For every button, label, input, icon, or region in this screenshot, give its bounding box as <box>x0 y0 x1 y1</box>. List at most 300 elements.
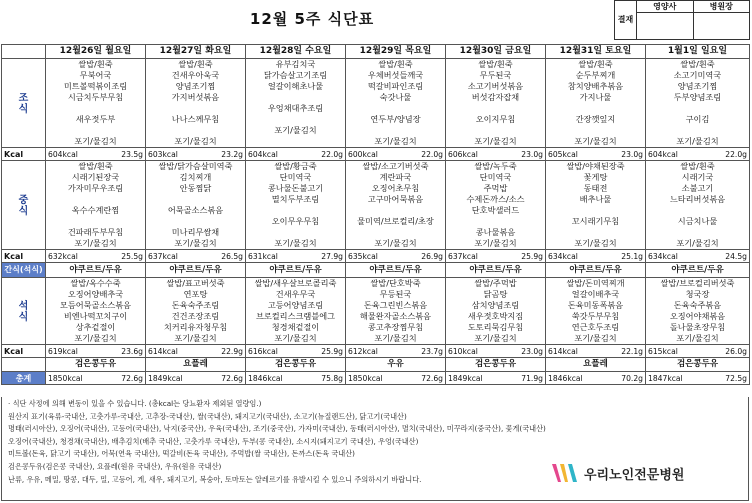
dinner-label <box>2 278 46 345</box>
dish-item: 포기/물김치 <box>574 136 617 146</box>
dish-item: 포기/물김치 <box>274 238 317 248</box>
kcal-cell <box>346 148 446 161</box>
dish-item: 닭곰탕 <box>483 289 508 299</box>
corner-cell <box>2 45 46 59</box>
kcal-cell <box>46 148 146 161</box>
dish-item: 포기/물김치 <box>74 136 117 146</box>
total_kcal-label: 총계 <box>2 372 46 385</box>
breakfast-row <box>2 59 750 148</box>
hospital-logo <box>550 460 746 486</box>
dish-item: 김치찌개 <box>179 172 212 182</box>
dish-item: 우체버섯들깨국 <box>367 70 424 80</box>
day-header: 12월28일 수요일 <box>246 45 346 59</box>
dish-item <box>446 125 545 136</box>
breakfast-menu-cell <box>346 59 446 148</box>
dish-item <box>646 125 749 136</box>
protein-value: 23.7g <box>421 346 443 356</box>
kcal-value: 610kcal <box>448 346 478 356</box>
dish-item <box>246 136 345 147</box>
label-char: 조 <box>18 93 29 104</box>
kcal-value: 606kcal <box>448 149 478 159</box>
kcal-cell <box>46 345 146 358</box>
dish-item <box>646 227 749 238</box>
dish-item: 포기/물김치 <box>574 238 617 248</box>
dessert-cell: 검은콩두유 <box>46 358 146 372</box>
dish-item: 오이지무침 <box>475 114 516 124</box>
dish-item: 쌀밥/새우살브로콜리죽 <box>254 278 337 288</box>
dish-item: 닭가슴살고기조림 <box>263 70 328 80</box>
protein-value: 75.8g <box>321 373 343 383</box>
protein-value: 24.5g <box>725 251 747 261</box>
dish-item <box>146 125 245 136</box>
kcal-cell <box>46 372 146 385</box>
dish-item: 간장깻잎지 <box>575 114 616 124</box>
kcal-value: 1846kcal <box>548 373 583 383</box>
snack-cell: 야쿠르트/두유 <box>346 263 446 278</box>
dish-item <box>346 125 445 136</box>
note-line: 미트볼(돈육, 닭고기 국내산), 어묵(연육 국내산), 떡갈비(돈육 국내산), 주먹밥(쌀 국내산), 돈까스(돈육 국내산) <box>8 449 355 459</box>
dish-item <box>546 205 645 216</box>
label-char: 석 <box>18 301 29 312</box>
dish-item: 쌀밥/흰죽 <box>680 161 715 171</box>
breakfast-menu-cell <box>446 59 546 148</box>
dish-item: 단호박샐러드 <box>471 205 520 215</box>
dinner-menu-cell <box>446 278 546 345</box>
kcal-value: 634kcal <box>648 251 678 261</box>
dish-item: 쌀밥/흰죽 <box>178 59 213 69</box>
kcal-cell <box>246 345 346 358</box>
page-title: 12월 5주 식단표 <box>249 10 375 28</box>
protein-value: 23.2g <box>221 149 243 159</box>
kcal-value: 615kcal <box>648 346 678 356</box>
protein-value: 22.0g <box>421 149 443 159</box>
dish-item: 건새우아욱국 <box>171 70 220 80</box>
breakfast-label <box>2 59 46 148</box>
dessert-cell: 검은콩두유 <box>446 358 546 372</box>
dish-item: 수제돈까스/소스 <box>466 194 525 204</box>
dish-item: 포기/물김치 <box>274 125 317 135</box>
dish-item: 새우젓두부 <box>75 114 116 124</box>
protein-value: 26.0g <box>725 346 747 356</box>
dish-item: 돈육미동폭볶음 <box>567 300 624 310</box>
dish-item: 유부김치국 <box>275 59 316 69</box>
dish-item: 우엉채대추조림 <box>267 103 324 113</box>
kcal-cell <box>346 250 446 263</box>
dish-item: 동태전 <box>583 183 608 193</box>
breakfast_kcal-row <box>2 148 750 161</box>
dish-item: 무북어국 <box>79 70 112 80</box>
lunch-menu-cell <box>346 161 446 250</box>
dish-item: 무등된국 <box>379 289 412 299</box>
kcal-value: 1850kcal <box>348 373 383 383</box>
dish-item <box>46 125 145 136</box>
dish-item: 오징어양배추국 <box>67 289 124 299</box>
kcal-cell <box>546 250 646 263</box>
dish-item <box>346 205 445 216</box>
kcal-cell <box>146 250 246 263</box>
protein-value: 22.1g <box>621 346 643 356</box>
dish-item: 시금치나물 <box>677 216 718 226</box>
kcal-value: 1850kcal <box>48 373 83 383</box>
approval-box <box>614 0 750 40</box>
kcal-value: 637kcal <box>448 251 478 261</box>
dish-item: 포기/물김치 <box>374 333 417 343</box>
label-char: 식 <box>18 206 29 217</box>
label-char: 중 <box>18 195 29 206</box>
dish-item: 포기/물김치 <box>274 333 317 343</box>
dish-item <box>146 216 245 227</box>
dish-item: 포기/물김치 <box>174 238 217 248</box>
kcal-cell <box>446 345 546 358</box>
dessert-cell: 요플레 <box>546 358 646 372</box>
protein-value: 22.9g <box>221 346 243 356</box>
snack-cell: 야쿠르트/두유 <box>46 263 146 278</box>
kcal-value: 1847kcal <box>648 373 683 383</box>
dish-item <box>146 194 245 205</box>
dish-item: 콩고추장찜무침 <box>367 322 424 332</box>
note-line: 원산지 표기(육류-국내산, 고춧가루-국내산, 고추장-국내산), 쌀(국내산), 돼지고기(국내산), 소고기(뉴질랜드산), 닭고기(국내산) <box>8 411 407 421</box>
dish-item: 꼬시래기무침 <box>571 216 620 226</box>
dinner-menu-cell <box>46 278 146 345</box>
day-header: 12월26일 월요일 <box>46 45 146 59</box>
breakfast-menu-cell <box>246 59 346 148</box>
dish-item: 무두된국 <box>479 70 512 80</box>
lunch_kcal-label: Kcal <box>2 250 46 263</box>
dinner-menu-cell <box>146 278 246 345</box>
dish-item: 새우젓호박지짐 <box>467 311 524 321</box>
dish-item: 포기/물김치 <box>676 136 719 146</box>
dessert-row <box>2 358 750 372</box>
dish-item: 쌀밥/소고기버섯죽 <box>362 161 429 171</box>
day-header: 12월31일 토요일 <box>546 45 646 59</box>
dish-item: 양념조기찜 <box>677 81 718 91</box>
dish-item <box>346 103 445 114</box>
kcal-value: 605kcal <box>548 149 578 159</box>
dish-item: 미트볼떡볶이조림 <box>63 81 128 91</box>
protein-value: 71.9g <box>521 373 543 383</box>
dish-item <box>646 103 749 114</box>
kcal-value: 604kcal <box>648 149 678 159</box>
approval-role-dietitian: 영양사 <box>637 1 694 13</box>
dish-item: 상추겉절이 <box>75 322 116 332</box>
lunch-menu-cell <box>646 161 750 250</box>
kcal-value: 1846kcal <box>248 373 283 383</box>
dish-item: 양념조기찜 <box>175 81 216 91</box>
dish-item: 소불고기 <box>681 183 714 193</box>
approval-side-label: 결재 <box>615 1 637 40</box>
approval-role-director: 병원장 <box>693 1 750 13</box>
dish-item: 오징어초무침 <box>371 183 420 193</box>
kcal-cell <box>546 345 646 358</box>
kcal-value: 616kcal <box>248 346 278 356</box>
dish-item: 오징어야채볶음 <box>669 311 726 321</box>
dish-item: 쌀밥/브로컬리버섯죽 <box>660 278 735 288</box>
protein-value: 23.5g <box>121 149 143 159</box>
kcal-value: 604kcal <box>48 149 78 159</box>
dish-item: 콩나물돈불고기 <box>267 183 324 193</box>
dish-item: 물미역/브로컬리/초장 <box>357 216 434 226</box>
dish-item: 느타리버섯볶음 <box>669 194 726 204</box>
header <box>0 0 752 44</box>
dish-item: 콩나물볶음 <box>475 227 516 237</box>
lunch-menu-cell <box>546 161 646 250</box>
dish-item: 옥수수계란찜 <box>71 205 120 215</box>
dish-item: 연근호두조림 <box>571 322 620 332</box>
kcal-cell <box>646 250 750 263</box>
lunch-label <box>2 161 46 250</box>
protein-value: 26.9g <box>421 251 443 261</box>
dish-item <box>46 194 145 205</box>
dish-item <box>246 92 345 103</box>
dish-item: 어묵골소스볶음 <box>167 205 224 215</box>
dish-item: 쑥갓두부무침 <box>571 311 620 321</box>
dish-item: 나나스께무침 <box>171 114 220 124</box>
dish-item: 쌀밥/흰죽 <box>680 59 715 69</box>
dinner-menu-cell <box>246 278 346 345</box>
dish-item: 모듬어묵골소스볶음 <box>59 300 132 310</box>
dish-item: 도토리묵김무침 <box>467 322 524 332</box>
dish-item <box>646 205 749 216</box>
dish-item: 순두부찌개 <box>575 70 616 80</box>
kcal-cell <box>646 372 750 385</box>
dish-item: 숙갓나물 <box>379 92 412 102</box>
dish-item: 포기/물김치 <box>174 136 217 146</box>
protein-value: 72.6g <box>421 373 443 383</box>
dish-item: 돈육숙주조림 <box>171 300 220 310</box>
dish-item: 쌀밥/흰죽 <box>78 59 113 69</box>
lunch-menu-cell <box>446 161 546 250</box>
dish-item: 포기/물김치 <box>676 333 719 343</box>
dish-item: 쌀밥/흰죽 <box>378 59 413 69</box>
lunch_kcal-row <box>2 250 750 263</box>
snack-cell: 야쿠르트/두유 <box>246 263 346 278</box>
kcal-value: 619kcal <box>48 346 78 356</box>
protein-value: 23.0g <box>621 149 643 159</box>
kcal-cell <box>446 148 546 161</box>
dish-item: 시래기된장국 <box>71 172 120 182</box>
note-line: 명태(러시아산), 오징어(국내산), 고등어(국내산), 낙지(중국산), 우육(국내산), 조기(중국산), 가자미(국내산), 동태(러시아산), 멸치(국내산), 미꾸라지(중국산), 꽃게(국내산) <box>8 424 546 434</box>
kcal-cell <box>446 372 546 385</box>
day-header: 12월27일 화요일 <box>146 45 246 59</box>
dish-item: 건파래두부무침 <box>67 227 124 237</box>
dish-item: 쌀밥/흰죽 <box>78 161 113 171</box>
dish-item: 포기/물김치 <box>374 136 417 146</box>
dinner_kcal-row <box>2 345 750 358</box>
kcal-cell <box>646 148 750 161</box>
dinner-menu-cell <box>646 278 750 345</box>
dish-item: 포기/물김치 <box>676 238 719 248</box>
note-line: · 식단 사정에 의해 변동이 있을 수 있습니다. (총kcal는 당뇨환자 제외된 열량임.) <box>8 399 262 408</box>
breakfast-menu-cell <box>646 59 750 148</box>
dish-item: 배추나물 <box>579 194 612 204</box>
dish-item: 주먹밥 <box>483 183 508 193</box>
dish-item: 쌀밥/닭가슴살미역죽 <box>158 161 233 171</box>
dish-item: 해물완자골소스볶음 <box>359 311 432 321</box>
dish-item: 멸치두부조림 <box>271 194 320 204</box>
note-line: 검은콩두유(검은콩 국내산), 요플레(원유 국내산), 우유(원유 국내산) <box>8 461 222 471</box>
dish-item: 쌀밥/옥수수죽 <box>70 278 121 288</box>
protein-value: 22.0g <box>725 149 747 159</box>
dish-item: 소고기미역국 <box>673 70 722 80</box>
dish-item: 건새우무국 <box>275 289 316 299</box>
kcal-cell <box>146 148 246 161</box>
kcal-cell <box>146 345 246 358</box>
snack-cell: 야쿠르트/두유 <box>546 263 646 278</box>
dish-item: 포기/물김치 <box>74 333 117 343</box>
note-line: 난류, 우유, 메밀, 땅콩, 대두, 밀, 고등어, 게, 새우, 돼지고기, 복숭아, 토마토는 알레르기를 유발시킬 수 있으니 주의하시기 바랍니다. <box>8 474 422 484</box>
dinner-row <box>2 278 750 345</box>
dish-item <box>446 103 545 114</box>
dish-item <box>246 205 345 216</box>
kcal-cell <box>546 148 646 161</box>
dish-item <box>46 216 145 227</box>
dish-item: 얼갈이배추국 <box>571 289 620 299</box>
kcal-value: 1849kcal <box>148 373 183 383</box>
label-char: 식 <box>18 312 29 323</box>
dish-item: 쌀밥/표고버섯죽 <box>166 278 225 288</box>
dish-item: 고구마어묵볶음 <box>367 194 424 204</box>
protein-value: 23.0g <box>521 346 543 356</box>
dish-item: 단미역국 <box>479 172 512 182</box>
dish-item: 쌀밥/녹두죽 <box>474 161 517 171</box>
dish-item: 포기/물김치 <box>474 136 517 146</box>
dish-item: 포기/물김치 <box>74 238 117 248</box>
protein-value: 72.6g <box>221 373 243 383</box>
dessert-cell: 요플레 <box>146 358 246 372</box>
dish-item: 포기/물김치 <box>174 333 217 343</box>
logo-mark-icon <box>550 460 580 486</box>
dish-item <box>246 114 345 125</box>
protein-value: 70.2g <box>621 373 643 383</box>
dish-item: 참치양배추볶음 <box>567 81 624 91</box>
dish-item: 쌀밥/단호박죽 <box>370 278 421 288</box>
protein-value: 23.0g <box>521 149 543 159</box>
dish-item: 브로컬리스크램블에그 <box>255 311 336 321</box>
kcal-cell <box>446 250 546 263</box>
dish-item: 고등어양념조림 <box>267 300 324 310</box>
dessert-label <box>2 358 46 372</box>
dish-item: 포기/물김치 <box>574 333 617 343</box>
kcal-cell <box>246 372 346 385</box>
dish-item: 돈육숙주볶음 <box>673 300 722 310</box>
kcal-value: 600kcal <box>348 149 378 159</box>
dish-item: 포기/물김치 <box>474 333 517 343</box>
day-header: 1월1일 일요일 <box>646 45 750 59</box>
kcal-cell <box>546 372 646 385</box>
dish-item: 계란파국 <box>379 172 412 182</box>
protein-value: 72.5g <box>725 373 747 383</box>
kcal-value: 635kcal <box>348 251 378 261</box>
kcal-cell <box>646 345 750 358</box>
snack-cell: 야쿠르트/두유 <box>146 263 246 278</box>
snack-row <box>2 263 750 278</box>
protein-value: 25.1g <box>621 251 643 261</box>
dish-item <box>546 227 645 238</box>
kcal-value: 614kcal <box>548 346 578 356</box>
kcal-value: 631kcal <box>248 251 278 261</box>
lunch-menu-cell <box>146 161 246 250</box>
protein-value: 72.6g <box>121 373 143 383</box>
kcal-cell <box>146 372 246 385</box>
dish-item: 소고기버섯볶음 <box>467 81 524 91</box>
dish-item: 시금치두부무침 <box>67 92 124 102</box>
dish-item: 가지나물 <box>579 92 612 102</box>
dish-item: 청경채겉절이 <box>271 322 320 332</box>
dish-item: 쌀밥/돈미역찌개 <box>566 278 625 288</box>
dish-item: 미나리무쌈채 <box>171 227 220 237</box>
dessert-cell: 검은콩두유 <box>246 358 346 372</box>
dish-item: 두부양념조림 <box>673 92 722 102</box>
dish-item: 건건조장조림 <box>171 311 220 321</box>
dish-item: 떡갈비파인조림 <box>367 81 424 91</box>
breakfast-menu-cell <box>146 59 246 148</box>
kcal-value: 612kcal <box>348 346 378 356</box>
dish-item: 연두부/양념장 <box>370 114 421 124</box>
dish-item: 쌀밥/황금죽 <box>274 161 317 171</box>
dish-item: 포기/물김치 <box>374 238 417 248</box>
dish-item: 포기/물김치 <box>474 238 517 248</box>
kcal-value: 1849kcal <box>448 373 483 383</box>
dish-item: 꽃게탕 <box>583 172 608 182</box>
total_kcal-row <box>2 372 750 385</box>
approval-sign-director <box>693 13 750 40</box>
menu-table <box>1 44 750 385</box>
breakfast-menu-cell <box>546 59 646 148</box>
dish-item: 쌀밥/주먹밥 <box>474 278 517 288</box>
day-header: 12월29일 목요일 <box>346 45 446 59</box>
approval-sign-dietitian <box>637 13 694 40</box>
kcal-value: 637kcal <box>148 251 178 261</box>
dish-item: 비엔나떡꼬치구이 <box>63 311 128 321</box>
dish-item <box>46 103 145 114</box>
lunch-menu-cell <box>246 161 346 250</box>
dish-item: 단미역국 <box>279 172 312 182</box>
snack-cell: 야쿠르트/두유 <box>646 263 750 278</box>
dish-item <box>546 125 645 136</box>
dinner-menu-cell <box>546 278 646 345</box>
protein-value: 25.9g <box>521 251 543 261</box>
kcal-cell <box>346 372 446 385</box>
protein-value: 23.6g <box>121 346 143 356</box>
dish-item: 가지버섯볶음 <box>171 92 220 102</box>
kcal-cell <box>246 148 346 161</box>
breakfast_kcal-label: Kcal <box>2 148 46 161</box>
dish-item <box>146 103 245 114</box>
kcal-value: 604kcal <box>248 149 278 159</box>
hospital-name: 우리노인전문병원 <box>584 468 685 483</box>
dish-item <box>246 227 345 238</box>
dessert-cell: 우유 <box>346 358 446 372</box>
day-header: 12월30일 금요일 <box>446 45 546 59</box>
protein-value: 25.9g <box>321 346 343 356</box>
protein-value: 22.0g <box>321 149 343 159</box>
label-char: 식 <box>18 104 29 115</box>
dish-item <box>546 103 645 114</box>
dinner-menu-cell <box>346 278 446 345</box>
kcal-cell <box>246 250 346 263</box>
protein-value: 26.5g <box>221 251 243 261</box>
day-header-row <box>2 45 750 59</box>
dish-item: 삼치양념조림 <box>471 300 520 310</box>
dessert-cell: 검은콩두유 <box>646 358 750 372</box>
dish-item <box>446 216 545 227</box>
dish-item: 쌀밥/흰죽 <box>478 59 513 69</box>
protein-value: 27.9g <box>321 251 343 261</box>
kcal-value: 614kcal <box>148 346 178 356</box>
dinner_kcal-label: Kcal <box>2 345 46 358</box>
dish-item: 연포탕 <box>183 289 208 299</box>
kcal-value: 632kcal <box>48 251 78 261</box>
